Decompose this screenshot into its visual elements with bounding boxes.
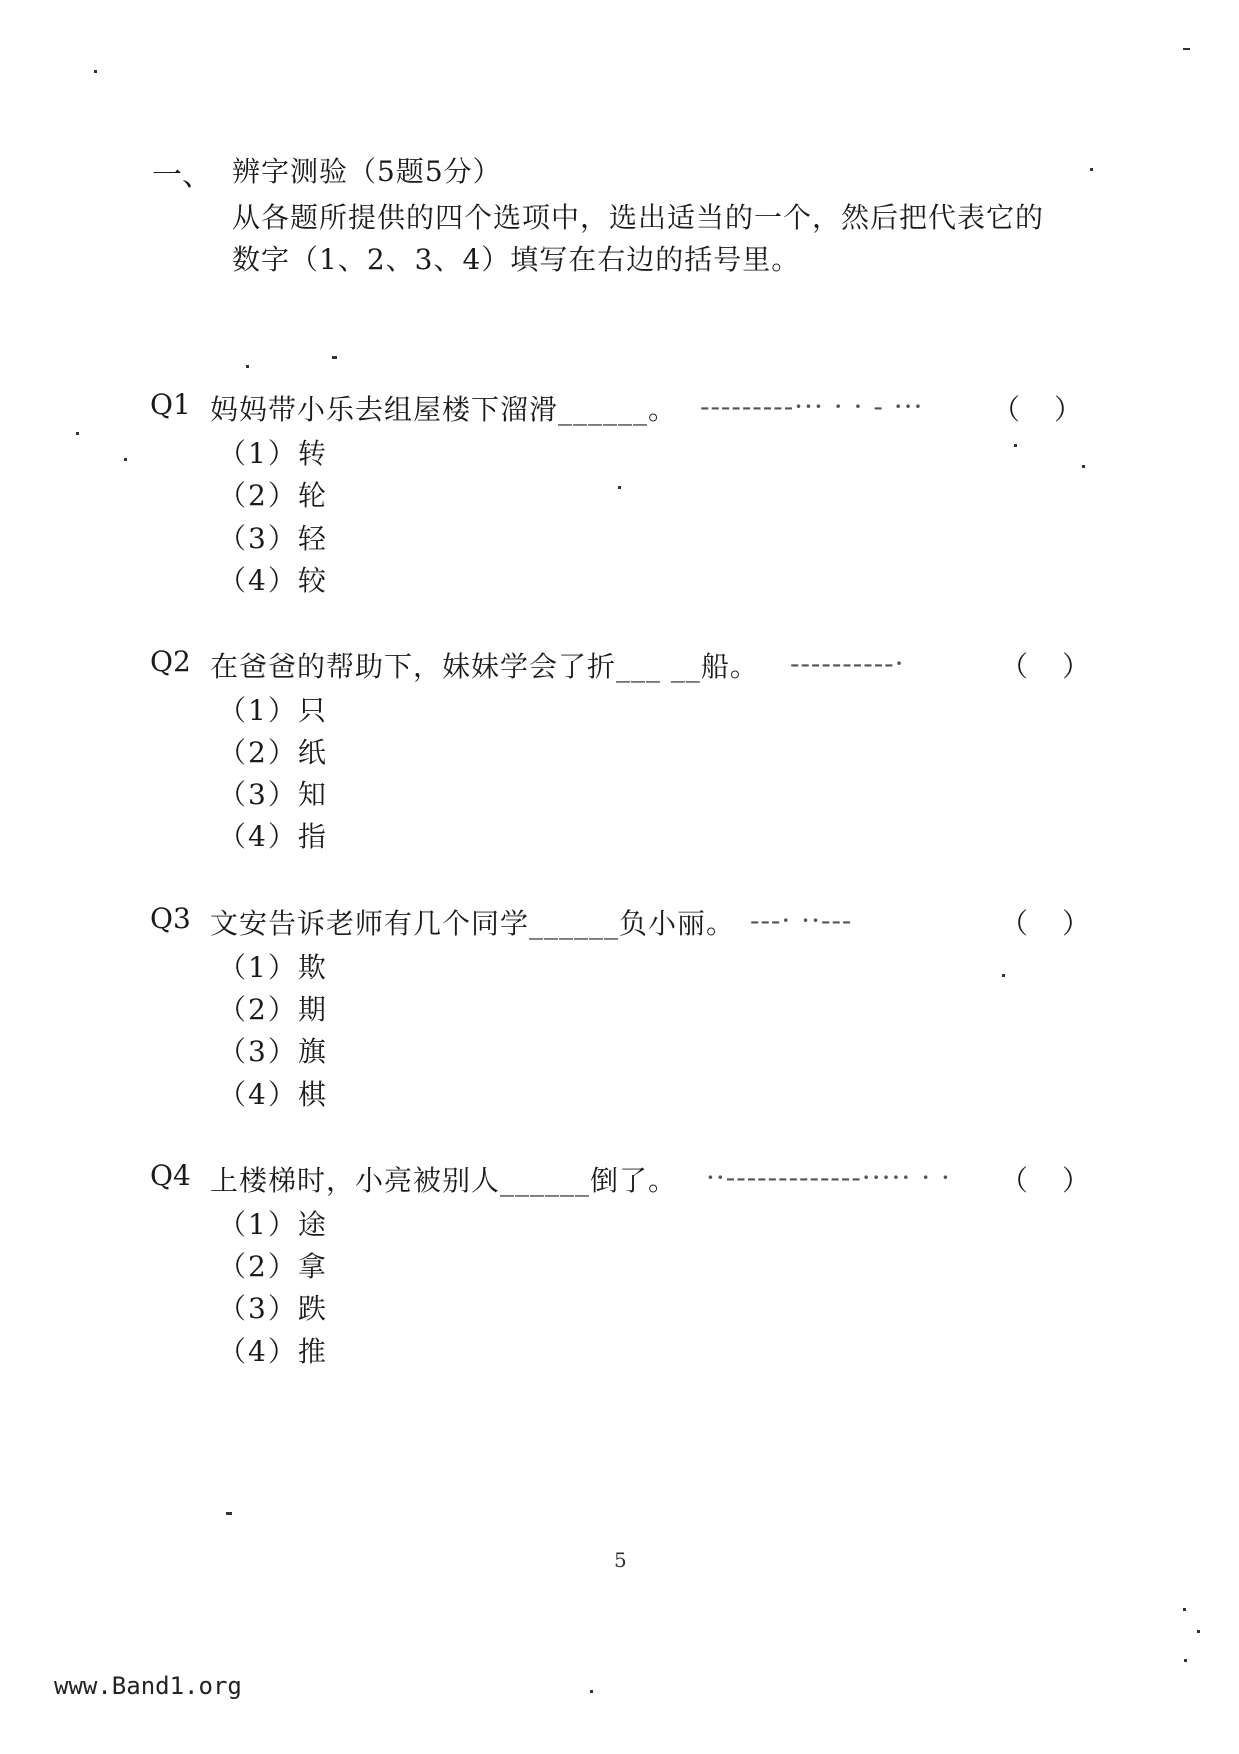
scan-speck <box>76 432 79 435</box>
scan-speck <box>1002 974 1005 977</box>
scan-speck <box>246 365 249 368</box>
question-row-q1 <box>150 388 1100 428</box>
answer-bracket <box>992 388 1082 428</box>
option-q2-1: （1）只 <box>218 694 328 727</box>
option-q4-4: （4）推 <box>218 1335 328 1368</box>
leader-dashes: ---· ··--- <box>750 904 853 937</box>
option-q4-1: （1）途 <box>218 1208 328 1241</box>
scan-speck <box>332 356 337 359</box>
section-number: 一、 <box>152 158 212 193</box>
scan-speck <box>1184 1659 1187 1662</box>
answer-bracket <box>1000 1159 1090 1199</box>
question-number: Q2 <box>150 645 191 678</box>
scan-speck <box>590 1690 593 1693</box>
option-q3-3: （3）旗 <box>218 1035 328 1068</box>
bracket-open: （ <box>1000 650 1029 683</box>
option-q3-2: （2）期 <box>218 993 328 1026</box>
bracket-close: ） <box>1061 650 1090 683</box>
bracket-open: （ <box>1000 907 1029 940</box>
question-text: 在爸爸的帮助下，妹妹学会了折___ __船。 <box>210 650 759 683</box>
option-q3-4: （4）棋 <box>218 1078 328 1111</box>
scan-speck <box>226 1512 232 1515</box>
section-title: 辨字测验（5题5分） <box>232 155 502 188</box>
option-q1-3: （3）轻 <box>218 522 328 555</box>
option-q4-2: （2）拿 <box>218 1250 328 1283</box>
bracket-close: ） <box>1061 907 1090 940</box>
question-text: 上楼梯时，小亮被别人______倒了。 <box>210 1164 678 1197</box>
bracket-open: （ <box>992 393 1021 426</box>
answer-bracket <box>1000 902 1090 942</box>
page-number: 5 <box>614 1548 627 1572</box>
question-number: Q4 <box>150 1159 191 1192</box>
scan-speck <box>1197 1630 1200 1633</box>
bracket-open: （ <box>1000 1164 1029 1197</box>
section-instruction-line-1: 从各题所提供的四个选项中，选出适当的一个，然后把代表它的 <box>232 201 1045 234</box>
answer-bracket <box>1000 645 1090 685</box>
scan-speck <box>1183 1608 1186 1611</box>
scan-speck <box>124 458 127 461</box>
option-q1-1: （1）转 <box>218 437 328 470</box>
bracket-close: ） <box>1053 393 1082 426</box>
leader-dashes: ----------· <box>790 647 905 680</box>
option-q4-3: （3）跌 <box>218 1292 328 1325</box>
question-row-q4 <box>150 1159 1100 1199</box>
scan-speck <box>1082 465 1085 468</box>
option-q2-4: （4）指 <box>218 820 328 853</box>
option-q1-4: （4）较 <box>218 564 328 597</box>
question-number: Q3 <box>150 902 191 935</box>
scan-speck <box>618 486 621 489</box>
footer-url: www.Band1.org <box>54 1672 242 1700</box>
leader-dashes: ---------··· · · - ··· <box>700 390 924 423</box>
option-q2-3: （3）知 <box>218 778 328 811</box>
question-row-q3 <box>150 902 1100 942</box>
question-number: Q1 <box>150 388 191 421</box>
bracket-close: ） <box>1061 1164 1090 1197</box>
scan-speck <box>1183 48 1190 50</box>
scan-speck <box>1014 444 1017 447</box>
question-text: 妈妈带小乐去组屋楼下溜滑______。 <box>210 393 678 426</box>
section-instruction-line-2: 数字（1、2、3、4）填写在右边的括号里。 <box>232 243 801 276</box>
question-text: 文安告诉老师有几个同学______负小丽。 <box>210 907 736 940</box>
scan-speck <box>94 70 97 73</box>
option-q3-1: （1）欺 <box>218 951 328 984</box>
leader-dashes: ··-------------····· · · <box>706 1161 951 1194</box>
question-row-q2 <box>150 645 1100 685</box>
option-q1-2: （2）轮 <box>218 479 328 512</box>
scan-speck <box>1090 168 1093 171</box>
option-q2-2: （2）纸 <box>218 736 328 769</box>
